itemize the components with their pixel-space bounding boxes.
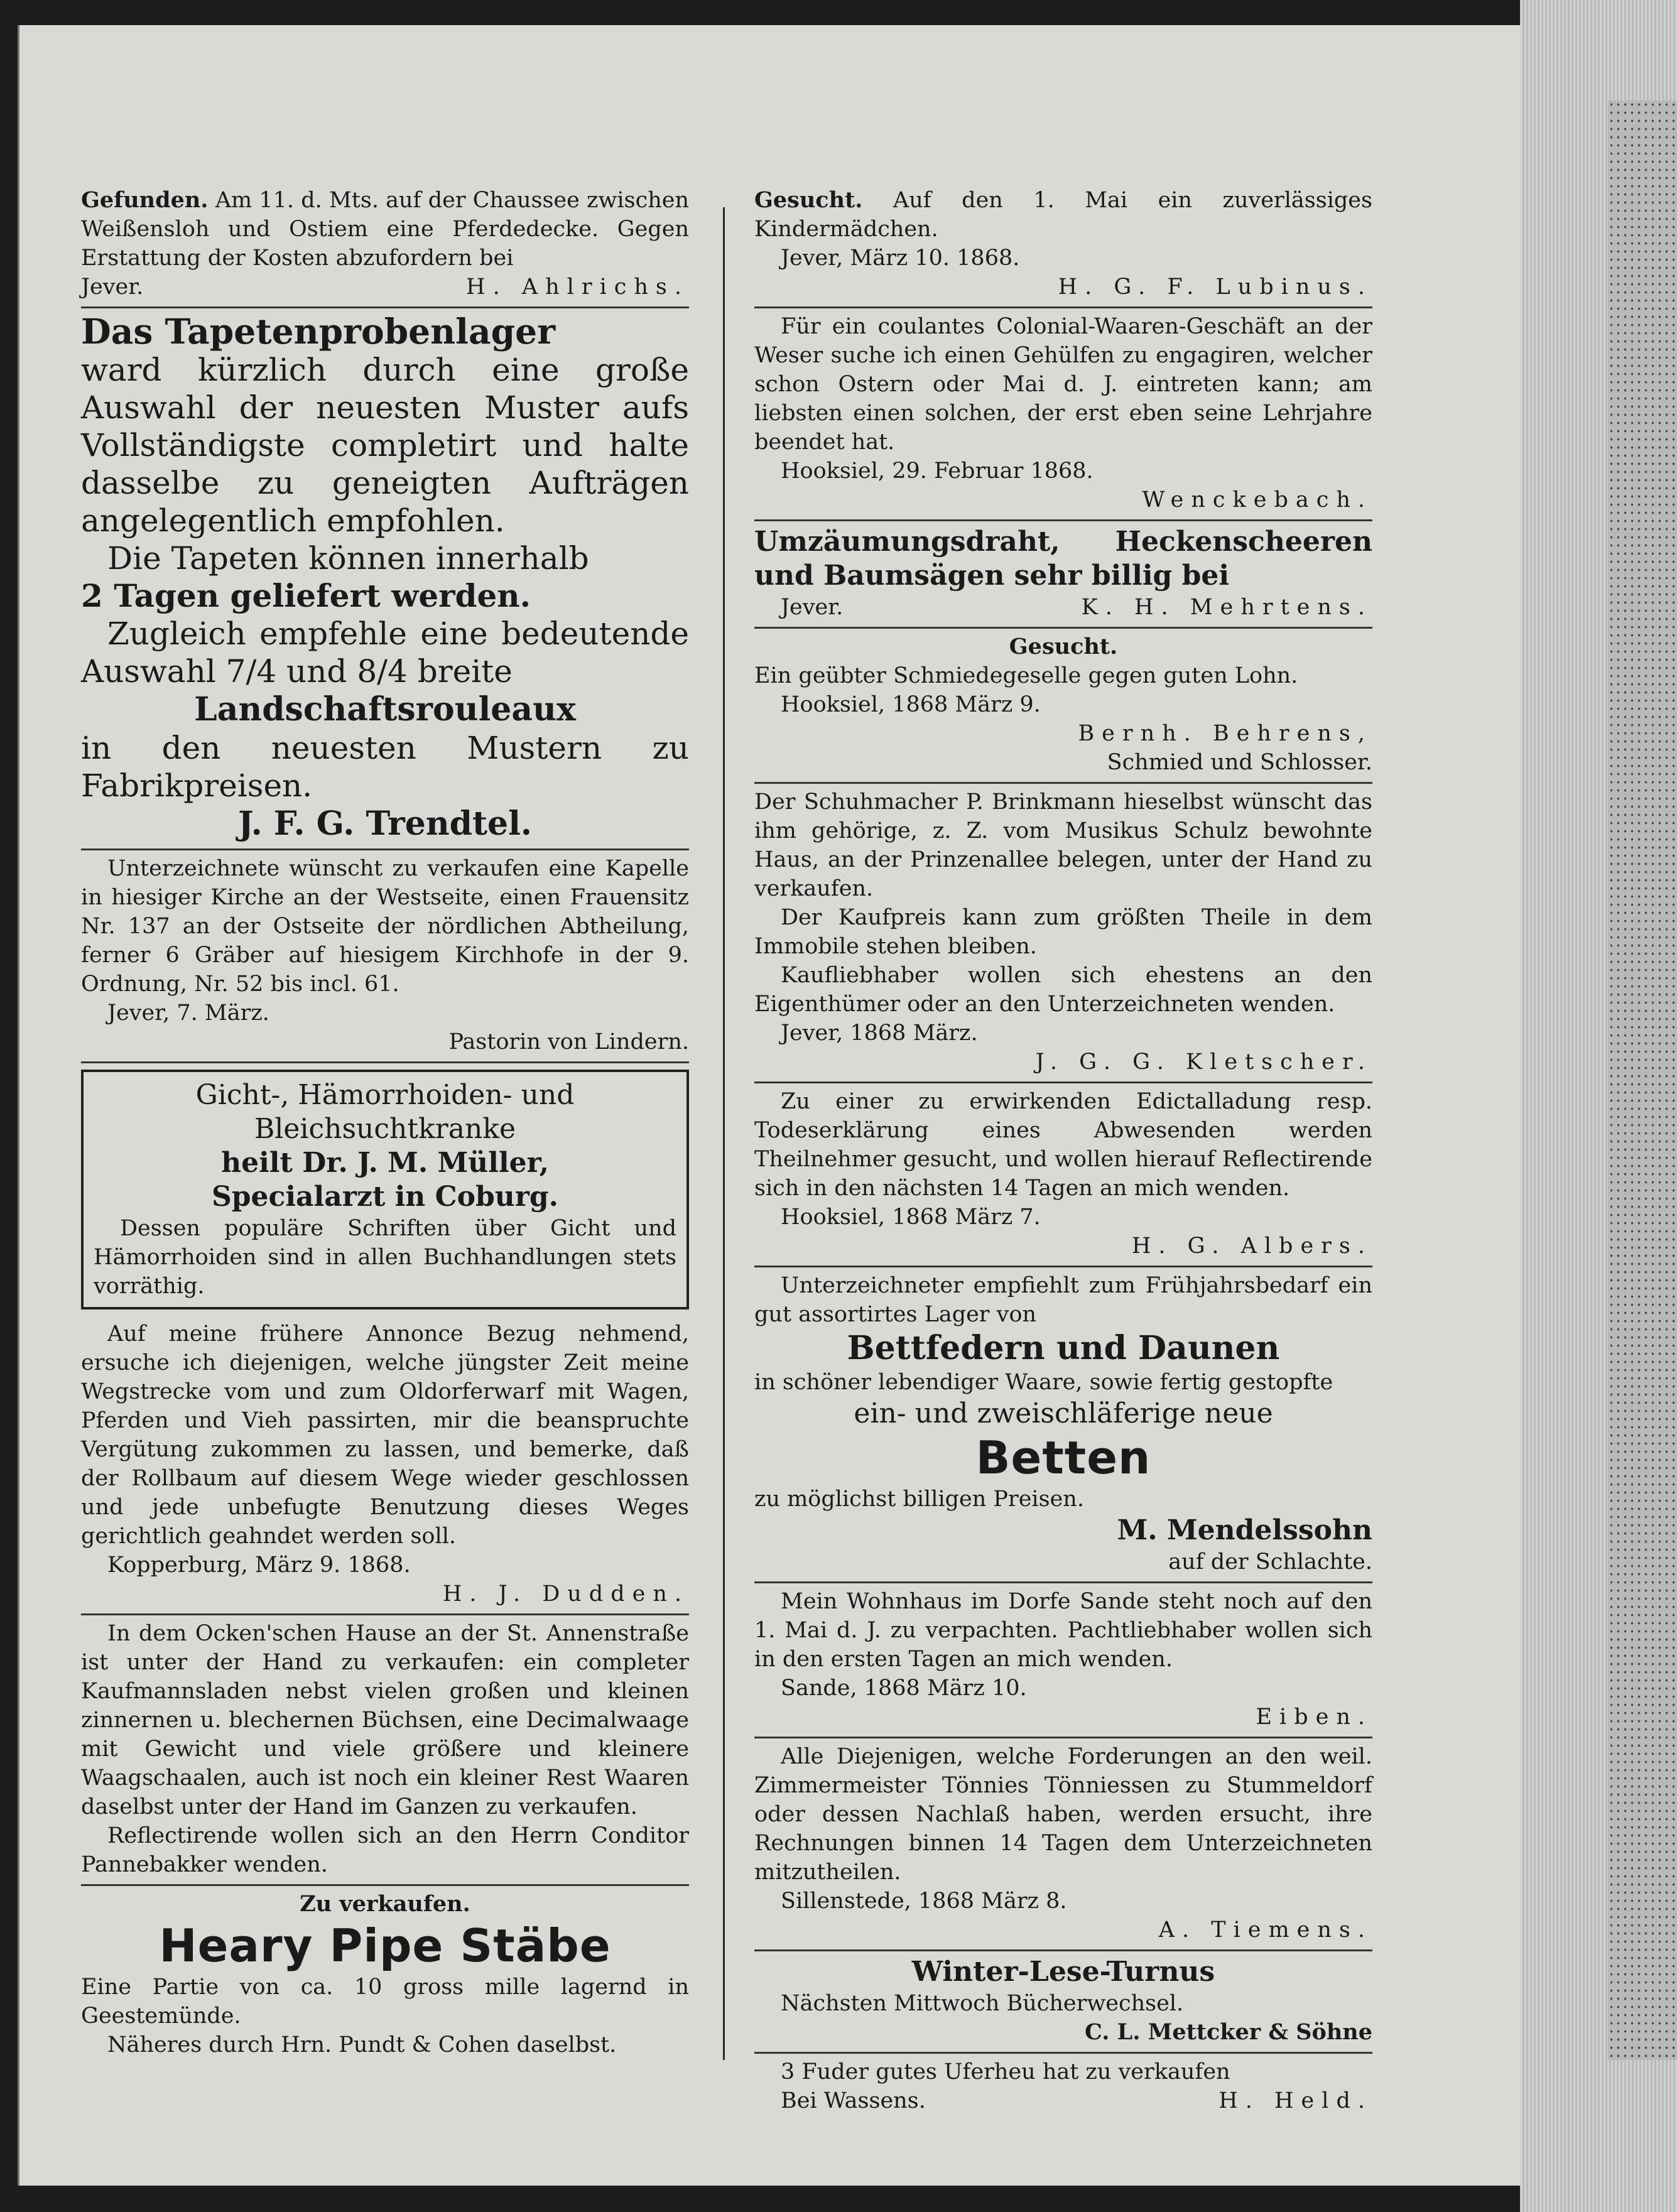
ad-signature: Pastorin von Lindern.: [448, 1029, 689, 1054]
ad-text: Mein Wohnhaus im Dorfe Sande steht noch auf den 1. Mai d. J. zu verpachten. Pachtliebhaber wollen sich in den ersten Tagen an mich wenden.: [754, 1589, 1372, 1672]
ad-text: Der Schuhmacher P. Brinkmann hieselbst wünscht das ihm gehörige, z. Z. vom Musikus Schulz bewohnte Haus, an der Prinzenallee belegen, unter der Hand zu verkaufen.: [754, 789, 1372, 901]
ad-betten: [754, 1267, 1372, 1583]
ad-text: Am 11. d. Mts. auf der Chaussee zwischen Weißensloh und Ostiem eine Pferdedecke. Gegen Erstattung der Kosten abzufordern bei: [81, 188, 689, 271]
ad-title: Gicht-, Hämorrhoiden- und: [195, 1079, 575, 1111]
ad-annonce: [81, 1316, 689, 1615]
ad-text: Kaufliebhaber wollen sich ehestens an den Eigenthümer oder an den Unterzeichneten wenden.: [754, 963, 1372, 1017]
ad-place: Jever.: [781, 595, 844, 620]
ad-signature: H. Ahlrichs.: [466, 274, 689, 300]
ad-title: ein- und zweischläferige neue: [854, 1397, 1273, 1429]
ad-brinkmann: [754, 784, 1372, 1083]
ad-place: Jever, März 10. 1868.: [781, 246, 1020, 271]
ad-edictal: [754, 1083, 1372, 1267]
book-page-edges: [1520, 0, 1677, 2212]
ad-signature: A. Tiemens.: [1158, 1917, 1372, 1943]
ad-text: Unterzeichneter empfiehlt zum Frühjahrsbedarf ein gut assortirtes Lager von: [754, 1273, 1372, 1327]
ad-title: Betten: [975, 1431, 1151, 1484]
ad-text: 2 Tagen geliefert werden.: [81, 577, 531, 614]
ad-text: Der Kaufpreis kann zum größten Theile in dem Immobile stehen bleiben.: [754, 905, 1372, 959]
ad-title: heilt Dr. J. M. Müller,: [221, 1147, 549, 1179]
ad-place: Hooksiel, 29. Februar 1868.: [781, 458, 1094, 484]
ad-signature: J. G. G. Kletscher.: [1035, 1049, 1372, 1075]
ad-text: Zugleich empfehle eine bedeutende Auswahl 7/4 und 8/4 breite: [81, 615, 689, 690]
ad-signature: H. Held.: [1218, 2088, 1372, 2113]
ad-text: Auf meine frühere Annonce Bezug nehmend, ersuche ich diejenigen, welche jüngster Zeit meine Wegstrecke vom und zum Oldorferwarf mit Wagen, Pferden und Vieh passirten, mir die beanspruchte Vergütung zukommen zu lassen, und bemerke, daß der Rollbaum auf diesem Wege wieder geschlossen und jede unbefugte Benutzung dieses Weges gerichtlich geahndet werden soll.: [81, 1321, 689, 1549]
ad-draht: [754, 521, 1372, 629]
ad-place: Hooksiel, 1868 März 7.: [781, 1205, 1041, 1230]
ad-signature: Bernh. Behrens,: [1078, 721, 1372, 746]
ad-signature: H. J. Dudden.: [442, 1581, 689, 1607]
ad-text: zu möglichst billigen Preisen.: [754, 1487, 1084, 1512]
ad-signature: Eiben.: [1256, 1705, 1372, 1730]
ad-text: Nächsten Mittwoch Bücherwechsel.: [781, 1991, 1184, 2016]
ad-text: Zu einer zu erwirkenden Edictalladung resp. Todeserklärung eines Abwesenden werden Theilnehmer gesucht, und wollen hierauf Reflectirende sich in den nächsten 14 Tagen an mich wenden.: [754, 1089, 1372, 1201]
ad-heading: Zu verkaufen.: [300, 1891, 470, 1917]
ad-heu: [754, 2054, 1372, 2120]
ad-kapelle: [81, 850, 689, 1063]
newspaper-page: [18, 25, 1521, 2186]
ad-place: Kopperburg, März 9. 1868.: [107, 1553, 411, 1578]
ad-text: Auf den 1. Mai ein zuverlässiges Kindermädchen.: [754, 188, 1372, 242]
ad-place: Jever, 1868 März.: [781, 1021, 978, 1046]
ad-title: Landschaftsrouleaux: [194, 690, 576, 729]
ad-place: Sillenstede, 1868 März 8.: [781, 1889, 1067, 1914]
ad-title: Winter-Lese-Turnus: [911, 1956, 1215, 1988]
book-edge-speckle: [1608, 100, 1677, 2060]
ad-text: Die Tapeten können innerhalb: [107, 540, 589, 577]
ad-text: Dessen populäre Schriften über Gicht und Hämorrhoiden sind in allen Buchhandlungen stets vorräthig.: [94, 1216, 676, 1299]
ad-text: in den neuesten Mustern zu Fabrikpreisen.: [81, 730, 689, 804]
ad-title: Heary Pipe Stäbe: [159, 1919, 611, 1972]
ad-contact: Näheres durch Hrn. Pundt & Cohen daselbst.: [107, 2032, 617, 2057]
ad-text: Reflectirende wollen sich an den Herrn Conditor Pannebakker wenden.: [81, 1823, 689, 1877]
ad-place: Jever, 7. März.: [107, 1000, 269, 1026]
ad-signature: K. H. Mehrtens.: [1081, 595, 1372, 620]
ad-gicht-box: [81, 1070, 689, 1309]
ad-gesucht-kindermaedchen: [754, 182, 1372, 308]
ad-title: Das Tapetenprobenlager: [81, 311, 556, 352]
left-column: [81, 182, 689, 2064]
ad-signature: H. G. Albers.: [1131, 1233, 1372, 1259]
ad-text: ward kürzlich durch eine große Auswahl der neuesten Muster aufs Vollständigste completirt und halte dasselbe zu geneigten Aufträgen angelegentlich empfohlen.: [81, 352, 689, 539]
ad-toennies: [754, 1738, 1372, 1951]
ad-text: Alle Diejenigen, welche Forderungen an den weil. Zimmermeister Tönnies Tönniessen zu Stummeldorf oder dessen Nachlaß haben, werden ersucht, ihre Rechnungen binnen 14 Tagen dem Unterzeichneten mitzutheilen.: [754, 1744, 1372, 1885]
ad-title: Specialarzt in Coburg.: [212, 1181, 558, 1213]
right-column: [754, 182, 1372, 2120]
ad-gehuelfe: [754, 308, 1372, 521]
ad-text: Eine Partie von ca. 10 gross mille lagernd in Geestemünde.: [81, 1975, 689, 2029]
ad-text: Für ein coulantes Colonial-Waaren-Geschäft an der Weser suche ich einen Gehülfen zu engagiren, welcher schon Ostern oder Mai d. J. eintreten kann; am liebsten einen solchen, der erst eben seine Lehrjahre beendet hat.: [754, 314, 1372, 455]
ad-text: Ein geübter Schmiedegeselle gegen guten Lohn.: [754, 663, 1298, 688]
ad-place: Bei Wassens.: [781, 2088, 926, 2113]
ad-heading: Gesucht.: [754, 187, 863, 213]
ad-signature: J. F. G. Trendtel.: [238, 805, 532, 843]
ad-signature: C. L. Mettcker & Söhne: [1085, 2019, 1372, 2045]
ad-text: 3 Fuder gutes Uferheu hat zu verkaufen: [781, 2059, 1230, 2085]
ad-gefunden: [81, 182, 689, 308]
ad-heading: Gefunden.: [81, 187, 209, 213]
ad-ocken: [81, 1615, 689, 1886]
ad-address: auf der Schlachte.: [1168, 1549, 1372, 1575]
ad-title: Bettfedern und Daunen: [847, 1329, 1280, 1367]
ad-signature: Wenckebach.: [1142, 487, 1372, 512]
ad-signature: H. G. F. Lubinus.: [1058, 274, 1372, 300]
ad-text: Unterzeichnete wünscht zu verkaufen eine Kapelle in hiesiger Kirche an der Westseite, einen Frauensitz Nr. 137 an der Ostseite der nördlichen Abtheilung, ferner 6 Gräber auf hiesigem Kirchhofe in der 9. Ordnung, Nr. 52 bis incl. 61.: [81, 856, 689, 997]
ad-title: Bleichsuchtkranke: [254, 1113, 516, 1145]
ad-heading: Gesucht.: [1009, 634, 1118, 659]
ad-turnus: [754, 1951, 1372, 2054]
ad-place: Jever.: [81, 274, 144, 300]
ad-text: in schöner lebendiger Waare, sowie fertig gestopfte: [754, 1370, 1333, 1395]
ad-place: Hooksiel, 1868 März 9.: [781, 692, 1041, 717]
ad-pipe: [81, 1886, 689, 2064]
ad-title: Umzäumungsdraht, Heckenscheeren und Baumsägen sehr billig bei: [754, 526, 1372, 592]
ad-tapeten: [81, 308, 689, 850]
ad-role: Schmied und Schlosser.: [1107, 750, 1372, 775]
ad-text: In dem Ocken'schen Hause an der St. Annenstraße ist unter der Hand zu verkaufen: ein completer Kaufmannsladen nebst vielen großen und kleinen zinnernen u. blechernen Büchsen, eine Decimalwaage mit Gewicht und viele größere und kleinere Waagschaalen, auch ist noch ein kleiner Rest Waaren daselbst unter der Hand im Ganzen zu verkaufen.: [81, 1621, 689, 1819]
column-divider: [723, 207, 725, 2060]
ad-place: Sande, 1868 März 10.: [781, 1676, 1027, 1701]
ad-wohnhaus: [754, 1583, 1372, 1738]
ad-schmied: [754, 629, 1372, 784]
ad-signature: M. Mendelssohn: [1117, 1514, 1372, 1546]
